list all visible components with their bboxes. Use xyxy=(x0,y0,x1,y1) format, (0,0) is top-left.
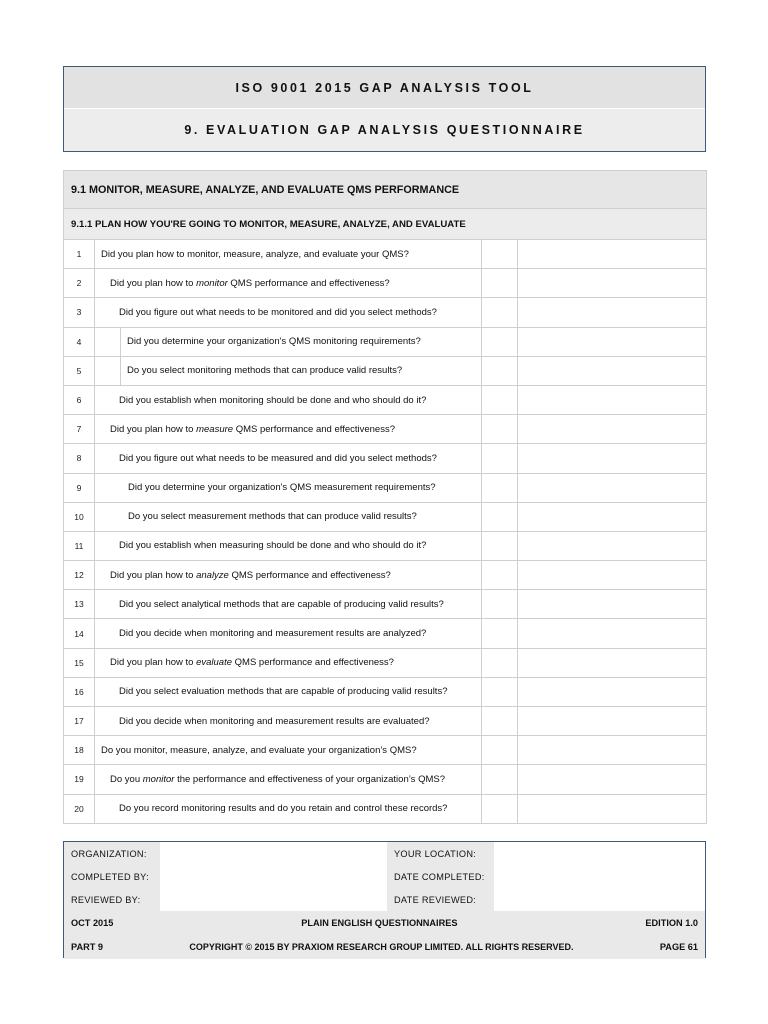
answer-cell[interactable] xyxy=(482,473,518,502)
question-number: 14 xyxy=(64,619,95,648)
footer-copyright-row xyxy=(64,935,705,959)
answer-cell[interactable] xyxy=(482,736,518,765)
notes-cell[interactable] xyxy=(518,269,707,298)
footer-part: PART 9 xyxy=(71,942,103,952)
question-number: 7 xyxy=(64,415,95,444)
organization-label: ORGANIZATION: xyxy=(64,842,160,865)
reviewed-by-label: REVIEWED BY: xyxy=(64,888,160,911)
question-text-post: QMS performance and effectiveness? xyxy=(227,277,390,289)
notes-cell[interactable] xyxy=(518,531,707,560)
answer-cell[interactable] xyxy=(482,648,518,677)
indent-gutter xyxy=(95,357,121,385)
date-reviewed-label: DATE REVIEWED: xyxy=(387,888,494,911)
notes-cell[interactable] xyxy=(518,444,707,473)
answer-cell[interactable] xyxy=(482,561,518,590)
question-number: 10 xyxy=(64,502,95,531)
question-text: Did you select analytical methods that are capable of producing valid results? xyxy=(95,590,482,619)
question-number: 11 xyxy=(64,531,95,560)
question-text-pre: Do you xyxy=(110,773,143,785)
answer-cell[interactable] xyxy=(482,444,518,473)
question-text-emphasis: analyze xyxy=(196,569,229,581)
question-text-pre: Did you plan how to xyxy=(110,657,197,669)
notes-cell[interactable] xyxy=(518,327,707,356)
notes-cell[interactable] xyxy=(518,765,707,794)
question-text: Do you monitor, measure, analyze, and evaluate your organization’s QMS? xyxy=(95,736,482,765)
question-number: 12 xyxy=(64,561,95,590)
question-row xyxy=(64,619,707,648)
notes-cell[interactable] xyxy=(518,356,707,385)
subsection-header-row xyxy=(64,209,707,240)
question-row xyxy=(64,765,707,794)
question-row xyxy=(64,531,707,560)
question-text xyxy=(95,561,482,590)
answer-cell[interactable] xyxy=(482,590,518,619)
footer-box xyxy=(63,841,706,958)
answer-cell[interactable] xyxy=(482,269,518,298)
answer-cell[interactable] xyxy=(482,385,518,414)
answer-cell[interactable] xyxy=(482,765,518,794)
answer-cell[interactable] xyxy=(482,707,518,736)
question-number: 19 xyxy=(64,765,95,794)
notes-cell[interactable] xyxy=(518,590,707,619)
question-row xyxy=(64,473,707,502)
question-row xyxy=(64,794,707,823)
completed-by-field[interactable] xyxy=(160,865,387,888)
question-number: 18 xyxy=(64,736,95,765)
question-text-post: the performance and effectiveness of your organization’s QMS? xyxy=(174,773,445,785)
question-text-pre: Did you plan how to xyxy=(110,423,197,435)
completed-by-label: COMPLETED BY: xyxy=(64,865,160,888)
question-number: 5 xyxy=(64,356,95,385)
location-field[interactable] xyxy=(494,842,705,865)
answer-cell[interactable] xyxy=(482,619,518,648)
question-number: 3 xyxy=(64,298,95,327)
notes-cell[interactable] xyxy=(518,707,707,736)
question-text xyxy=(95,648,482,677)
question-text xyxy=(95,269,482,298)
question-text-pre: Did you plan how to xyxy=(110,569,197,581)
question-text-emphasis: evaluate xyxy=(196,657,233,669)
footer-date: OCT 2015 xyxy=(71,918,114,928)
question-row xyxy=(64,561,707,590)
question-text-emphasis: monitor xyxy=(196,277,228,289)
footer-row-completed xyxy=(64,865,705,888)
question-text xyxy=(95,415,482,444)
question-text: Did you decide when monitoring and measurement results are analyzed? xyxy=(95,619,482,648)
question-row xyxy=(64,298,707,327)
question-row xyxy=(64,415,707,444)
notes-cell[interactable] xyxy=(518,298,707,327)
question-text: Do you select measurement methods that can produce valid results? xyxy=(95,502,482,531)
footer-info-row xyxy=(64,911,705,935)
question-row xyxy=(64,707,707,736)
question-text: Did you establish when measuring should be done and who should do it? xyxy=(95,531,482,560)
notes-cell[interactable] xyxy=(518,473,707,502)
question-text xyxy=(95,356,482,385)
answer-cell[interactable] xyxy=(482,327,518,356)
title-box xyxy=(63,66,706,152)
question-row xyxy=(64,269,707,298)
notes-cell[interactable] xyxy=(518,736,707,765)
question-text: Did you decide when monitoring and measurement results are evaluated? xyxy=(95,707,482,736)
footer-row-organization xyxy=(64,842,705,865)
footer-series: PLAIN ENGLISH QUESTIONNAIRES xyxy=(301,918,458,928)
question-text xyxy=(95,327,482,356)
question-number: 20 xyxy=(64,794,95,823)
question-text-emphasis: measure xyxy=(196,423,234,435)
date-completed-label: DATE COMPLETED: xyxy=(387,865,494,888)
question-text-post: QMS performance and effectiveness? xyxy=(228,569,391,581)
question-number: 6 xyxy=(64,385,95,414)
notes-cell[interactable] xyxy=(518,240,707,269)
question-number: 13 xyxy=(64,590,95,619)
question-row xyxy=(64,677,707,706)
question-row xyxy=(64,648,707,677)
notes-cell[interactable] xyxy=(518,561,707,590)
answer-cell[interactable] xyxy=(482,794,518,823)
footer-page: PAGE 61 xyxy=(659,942,698,952)
answer-cell[interactable] xyxy=(482,677,518,706)
question-text: Did you plan how to monitor, measure, analyze, and evaluate your QMS? xyxy=(95,240,482,269)
notes-cell[interactable] xyxy=(518,619,707,648)
answer-cell[interactable] xyxy=(482,356,518,385)
date-completed-field[interactable] xyxy=(494,865,705,888)
question-row xyxy=(64,736,707,765)
question-row xyxy=(64,444,707,473)
question-number: 15 xyxy=(64,648,95,677)
subsection-title: 9.1.1 PLAN HOW YOU'RE GOING TO MONITOR, MEASURE, ANALYZE, AND EVALUATE xyxy=(64,209,707,240)
question-text: Did you select evaluation methods that are capable of producing valid results? xyxy=(95,677,482,706)
footer-copyright: COPYRIGHT © 2015 BY PRAXIOM RESEARCH GROUP LIMITED. ALL RIGHTS RESERVED. xyxy=(189,942,574,952)
question-row xyxy=(64,356,707,385)
organization-field[interactable] xyxy=(160,842,387,865)
footer-row-reviewed xyxy=(64,888,705,911)
question-number: 2 xyxy=(64,269,95,298)
questionnaire-table xyxy=(63,170,707,824)
question-text: Did you figure out what needs to be measured and did you select methods? xyxy=(95,444,482,473)
question-number: 8 xyxy=(64,444,95,473)
question-text: Did you establish when monitoring should be done and who should do it? xyxy=(95,385,482,414)
question-number: 16 xyxy=(64,677,95,706)
question-text xyxy=(95,765,482,794)
question-number: 9 xyxy=(64,473,95,502)
question-text: Did you determine your organization's QMS measurement requirements? xyxy=(95,473,482,502)
document-title: ISO 9001 2015 GAP ANALYSIS TOOL xyxy=(64,67,705,109)
answer-cell[interactable] xyxy=(482,502,518,531)
question-text-post: QMS performance and effectiveness? xyxy=(232,657,394,669)
document-subtitle: 9. EVALUATION GAP ANALYSIS QUESTIONNAIRE xyxy=(64,109,705,151)
question-text-inner: Do you select monitoring methods that can produce valid results? xyxy=(127,365,403,377)
question-text-post: QMS performance and effectiveness? xyxy=(233,423,395,435)
question-text: Did you figure out what needs to be monitored and did you select methods? xyxy=(95,298,482,327)
question-text-emphasis: monitor xyxy=(142,773,175,785)
question-row xyxy=(64,240,707,269)
question-text: Do you record monitoring results and do you retain and control these records? xyxy=(95,794,482,823)
question-row xyxy=(64,385,707,414)
question-text-pre: Did you plan how to xyxy=(110,277,197,289)
answer-cell[interactable] xyxy=(482,531,518,560)
indent-gutter xyxy=(95,328,121,356)
reviewed-by-field[interactable] xyxy=(160,888,387,911)
notes-cell[interactable] xyxy=(518,502,707,531)
question-number: 1 xyxy=(64,240,95,269)
question-number: 17 xyxy=(64,707,95,736)
footer-edition: EDITION 1.0 xyxy=(645,918,698,928)
answer-cell[interactable] xyxy=(482,415,518,444)
question-row xyxy=(64,327,707,356)
notes-cell[interactable] xyxy=(518,385,707,414)
question-text-inner: Did you determine your organization's QMS monitoring requirements? xyxy=(127,336,421,348)
date-reviewed-field[interactable] xyxy=(494,888,705,911)
notes-cell[interactable] xyxy=(518,415,707,444)
notes-cell[interactable] xyxy=(518,677,707,706)
question-row xyxy=(64,502,707,531)
section-header-row xyxy=(64,171,707,209)
answer-cell[interactable] xyxy=(482,298,518,327)
location-label: YOUR LOCATION: xyxy=(387,842,494,865)
notes-cell[interactable] xyxy=(518,648,707,677)
question-row xyxy=(64,590,707,619)
question-number: 4 xyxy=(64,327,95,356)
section-title: 9.1 MONITOR, MEASURE, ANALYZE, AND EVALUATE QMS PERFORMANCE xyxy=(64,171,707,209)
notes-cell[interactable] xyxy=(518,794,707,823)
answer-cell[interactable] xyxy=(482,240,518,269)
